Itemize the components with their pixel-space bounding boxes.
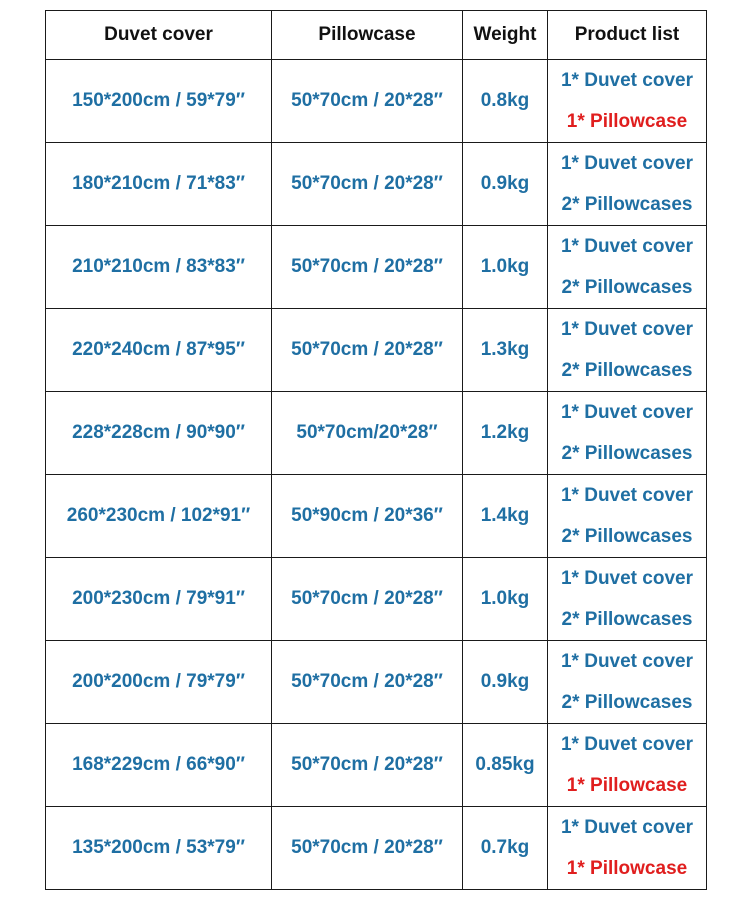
product-item-duvet: 1* Duvet cover <box>560 153 693 174</box>
duvet-size-cell: 180*210cm / 71*83″ <box>46 143 272 226</box>
duvet-size-cell: 260*230cm / 102*91″ <box>46 475 272 558</box>
product-item-pillowcase: 2* Pillowcases <box>561 277 693 298</box>
product-list-cell <box>548 558 707 641</box>
product-item-pillowcase: 2* Pillowcases <box>561 443 693 464</box>
weight-cell: 1.0kg <box>463 558 548 641</box>
pillowcase-size-cell: 50*70cm / 20*28″ <box>272 143 463 226</box>
product-item-duvet: 1* Duvet cover <box>560 651 693 672</box>
pillowcase-size-cell: 50*70cm/20*28″ <box>272 392 463 475</box>
duvet-size-cell: 150*200cm / 59*79″ <box>46 60 272 143</box>
product-item-pillowcase: 2* Pillowcases <box>561 360 693 381</box>
product-list-cell <box>548 309 707 392</box>
table-body <box>46 60 707 890</box>
weight-cell: 1.2kg <box>463 392 548 475</box>
pillowcase-size-cell: 50*70cm / 20*28″ <box>272 558 463 641</box>
table-row <box>46 226 707 309</box>
product-list-cell <box>548 807 707 890</box>
product-item-pillowcase: 1* Pillowcase <box>566 858 688 879</box>
weight-cell: 1.0kg <box>463 226 548 309</box>
table-row <box>46 807 707 890</box>
table-row <box>46 641 707 724</box>
weight-cell: 0.9kg <box>463 143 548 226</box>
product-list-cell <box>548 641 707 724</box>
pillowcase-size-cell: 50*90cm / 20*36″ <box>272 475 463 558</box>
pillowcase-size-cell: 50*70cm / 20*28″ <box>272 724 463 807</box>
product-list-cell <box>548 226 707 309</box>
table-row <box>46 143 707 226</box>
product-item-duvet: 1* Duvet cover <box>560 319 693 340</box>
duvet-size-cell: 200*200cm / 79*79″ <box>46 641 272 724</box>
duvet-size-cell: 220*240cm / 87*95″ <box>46 309 272 392</box>
pillowcase-size-cell: 50*70cm / 20*28″ <box>272 309 463 392</box>
weight-cell: 0.9kg <box>463 641 548 724</box>
product-item-duvet: 1* Duvet cover <box>560 70 693 91</box>
weight-cell: 1.4kg <box>463 475 548 558</box>
weight-cell: 0.85kg <box>463 724 548 807</box>
product-item-duvet: 1* Duvet cover <box>560 402 693 423</box>
product-item-duvet: 1* Duvet cover <box>560 734 693 755</box>
header-weight: Weight <box>463 11 548 60</box>
size-spec-table <box>45 10 707 890</box>
product-item-duvet: 1* Duvet cover <box>560 817 693 838</box>
pillowcase-size-cell: 50*70cm / 20*28″ <box>272 226 463 309</box>
product-item-pillowcase: 2* Pillowcases <box>561 692 693 713</box>
duvet-size-cell: 168*229cm / 66*90″ <box>46 724 272 807</box>
product-list-cell <box>548 60 707 143</box>
table-row <box>46 558 707 641</box>
pillowcase-size-cell: 50*70cm / 20*28″ <box>272 60 463 143</box>
duvet-size-cell: 228*228cm / 90*90″ <box>46 392 272 475</box>
product-list-cell <box>548 475 707 558</box>
weight-cell: 0.8kg <box>463 60 548 143</box>
product-item-pillowcase: 1* Pillowcase <box>566 111 688 132</box>
table-row <box>46 392 707 475</box>
table-row <box>46 309 707 392</box>
duvet-size-cell: 200*230cm / 79*91″ <box>46 558 272 641</box>
table-row <box>46 475 707 558</box>
table-row <box>46 724 707 807</box>
duvet-size-cell: 210*210cm / 83*83″ <box>46 226 272 309</box>
header-row <box>46 11 707 60</box>
product-item-pillowcase: 2* Pillowcases <box>561 526 693 547</box>
product-item-pillowcase: 1* Pillowcase <box>566 775 688 796</box>
weight-cell: 0.7kg <box>463 807 548 890</box>
header-duvet-cover: Duvet cover <box>46 11 272 60</box>
product-list-cell <box>548 143 707 226</box>
product-item-pillowcase: 2* Pillowcases <box>561 609 693 630</box>
weight-cell: 1.3kg <box>463 309 548 392</box>
pillowcase-size-cell: 50*70cm / 20*28″ <box>272 641 463 724</box>
product-item-duvet: 1* Duvet cover <box>560 485 693 506</box>
product-item-duvet: 1* Duvet cover <box>560 568 693 589</box>
header-product-list: Product list <box>548 11 707 60</box>
product-list-cell <box>548 392 707 475</box>
product-item-duvet: 1* Duvet cover <box>560 236 693 257</box>
product-list-cell <box>548 724 707 807</box>
header-pillowcase: Pillowcase <box>272 11 463 60</box>
product-item-pillowcase: 2* Pillowcases <box>561 194 693 215</box>
duvet-size-cell: 135*200cm / 53*79″ <box>46 807 272 890</box>
table-row <box>46 60 707 143</box>
pillowcase-size-cell: 50*70cm / 20*28″ <box>272 807 463 890</box>
